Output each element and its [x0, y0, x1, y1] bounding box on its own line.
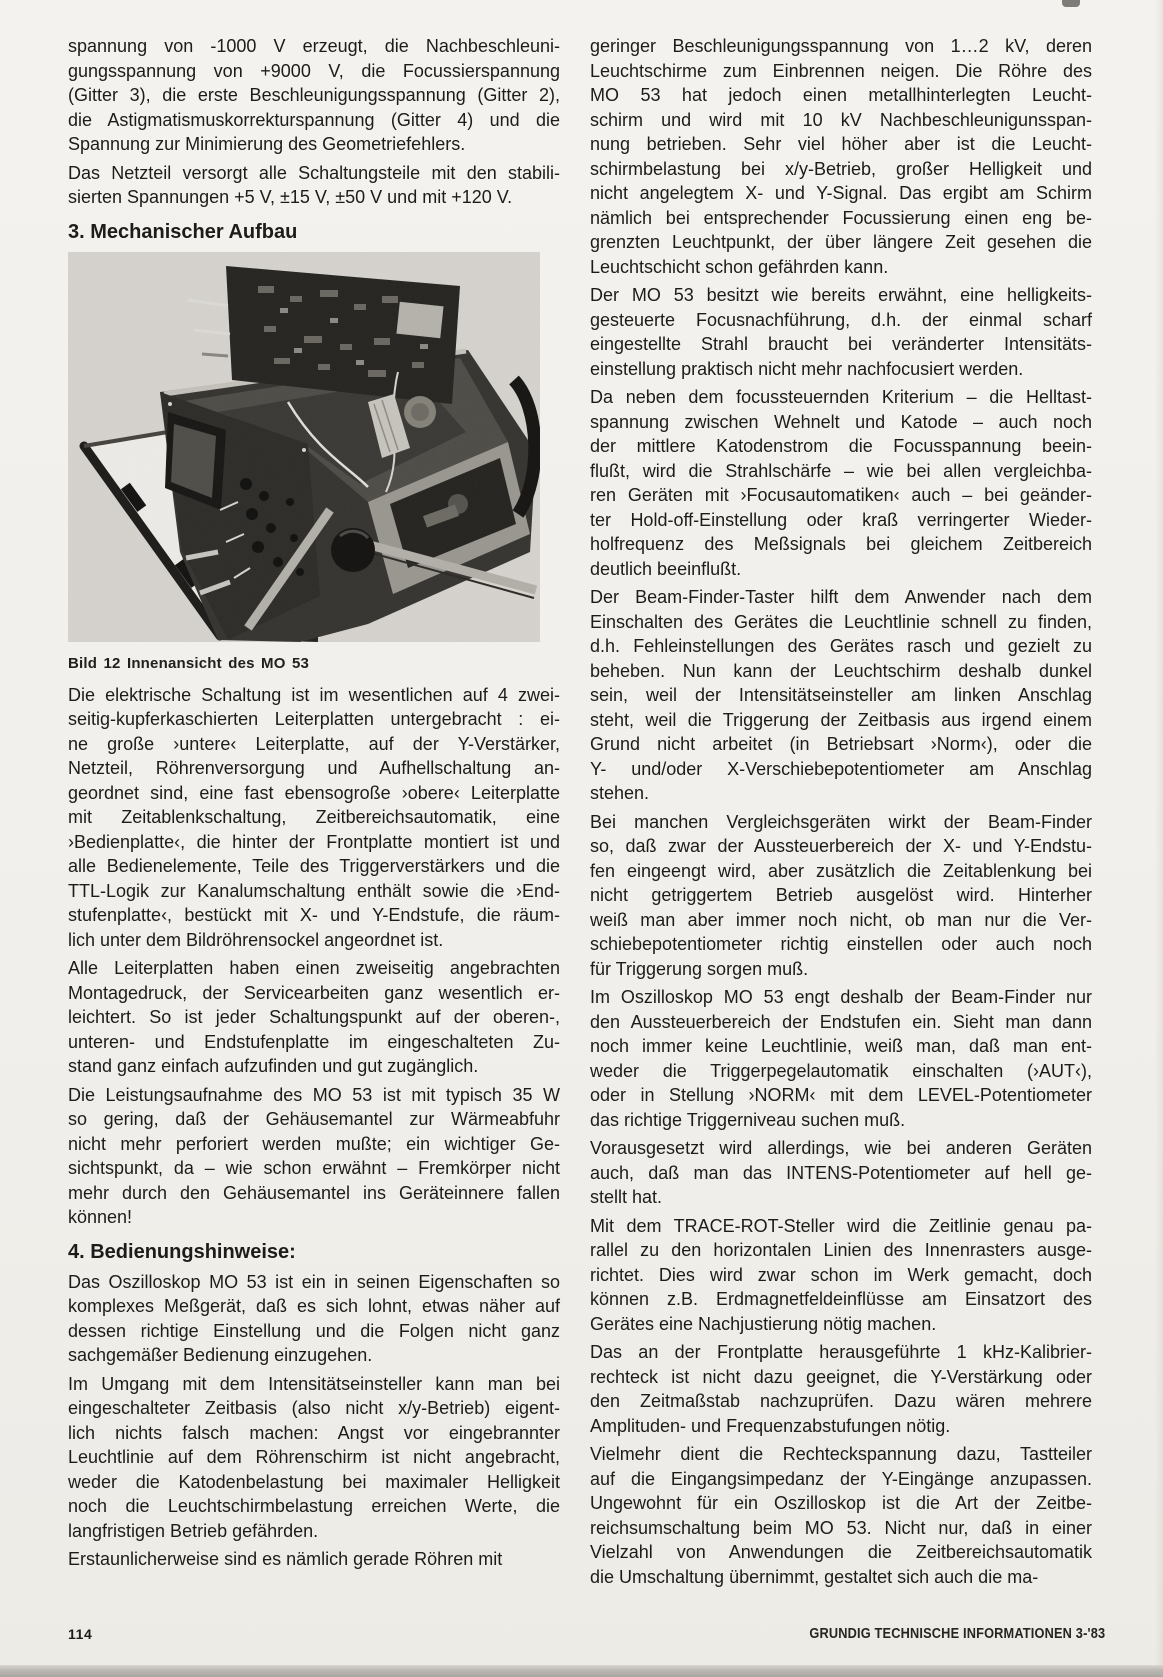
text-line: Mit dem TRACE-ROT-Steller wird die Zeitlinie genau pa-: [590, 1215, 1092, 1236]
body-paragraph: [68, 1547, 560, 1572]
scan-edge-right: [1155, 0, 1163, 1677]
text-line: grenzten Leuchtpunkt, der über längere Zeit gesehen die: [590, 232, 1092, 252]
text-line: schirmbelastung bei x/y-Betrieb, großer Helligkeit und: [590, 158, 1092, 179]
column-left: [68, 34, 560, 1589]
text-line: weiß man aber immer noch nicht, ob man nur die Ver-: [590, 909, 1092, 930]
text-line: mit Zeitablenkschaltung, Zeitbereichsautomatik, eine: [68, 807, 560, 827]
text-line: seitig-kupferkaschierten Leiterplatten untergebracht : ei-: [68, 709, 560, 729]
text-line: dessen richtige Einstellung und die Folgen nicht ganz: [68, 1320, 560, 1341]
text-line: weder die Katodenbelastung bei maximaler Helligkeit: [68, 1471, 560, 1492]
body-paragraph: [68, 34, 560, 157]
text-line: die Umschaltung übernimmt, gestaltet sich auch die ma-: [590, 1566, 1039, 1587]
text-line: flußt, wird die Strahlschärfe – wie bei allen vergleichba-: [590, 460, 1092, 481]
text-line: einstellung praktisch nicht mehr nachfocusiert werden.: [590, 358, 1024, 379]
text-line: Alle Leiterplatten haben einen zweiseitig angebrachten: [68, 958, 560, 978]
figure: [68, 252, 560, 672]
body-paragraph: [590, 1442, 1092, 1589]
body-paragraph: [68, 1083, 560, 1230]
text-line: Der Beam-Finder-Taster hilft dem Anwender nach dem: [590, 587, 1092, 607]
text-line: den Zeitmaßstab nachzuprüfen. Dazu wären mehrere: [590, 1391, 1092, 1411]
text-line: schiebepotentiometer richtig einstellen oder auch noch: [590, 934, 1092, 954]
text-line: rallel zu den horizontalen Linien des Innenrasters ausge-: [590, 1240, 1092, 1260]
journal-title: GRUNDIG TECHNISCHE INFORMATIONEN 3-'83: [809, 1626, 1105, 1642]
text-line: weder die Triggerpegelautomatik einschalten (›AUT‹),: [590, 1060, 1092, 1081]
text-line: Leuchtschicht schon gefährden kann.: [590, 256, 889, 277]
text-line: nicht getriggertem Betrieb ausgelöst wird. Hinterher: [590, 885, 1092, 905]
body-paragraph: [590, 810, 1092, 982]
text-line: Die elektrische Schaltung ist im wesentlichen auf 4 zwei-: [68, 684, 560, 705]
text-line: komplexes Meßgerät, daß es sich lohnt, etwas näher auf: [68, 1296, 560, 1316]
page-footer: [0, 1626, 1163, 1648]
text-line: rechteck ist nicht dazu geeignet, die Y-Verstärkung oder: [590, 1366, 1092, 1387]
body-paragraph: [590, 385, 1092, 581]
two-column-layout: [68, 34, 1092, 1589]
text-line: holfrequenz des Meßsignals bei gleichem Zeitbereich: [590, 534, 1092, 554]
text-line: Amplituden- und Frequenzabstufungen nötig.: [590, 1415, 951, 1436]
text-line: TTL-Logik zur Kanalumschaltung enthält sowie die ›End-: [68, 880, 560, 901]
text-line: eingeschalteter Zeitbasis (also nicht x/y-Betrieb) eigent-: [68, 1398, 560, 1418]
text-line: schirm und wird mit 10 kV Nachbeschleunigunsspan-: [590, 109, 1092, 130]
text-line: Der MO 53 besitzt wie bereits erwähnt, eine helligkeits-: [590, 285, 1092, 305]
text-line: stellt hat.: [590, 1187, 663, 1207]
body-paragraph: [590, 283, 1092, 381]
text-line: Vorausgesetzt wird allerdings, wie bei anderen Geräten: [590, 1138, 1092, 1158]
text-line: die Astigmatismuskorrekturspannung (Gitter 4) und die: [68, 109, 560, 130]
text-line: den Aussteuerbereich der Endstufen ein. Sieht man dann: [590, 1011, 1092, 1032]
text-line: lich unter dem Bildröhrensockel angeordnet ist.: [68, 929, 444, 950]
text-line: so gering, daß der Gehäusemantel zur Wärmeabfuhr: [68, 1109, 560, 1129]
text-line: MO 53 hat jedoch einen metallhinterlegten Leucht-: [590, 85, 1092, 105]
text-line: ter Hold-off-Einstellung oder kraß verringerter Wieder-: [590, 509, 1092, 530]
text-line: so, daß zwar der Aussteuerbereich der X- und Y-Endstu-: [590, 836, 1092, 856]
text-line: eingestellte Strahl braucht bei veränderter Intensitäts-: [590, 334, 1092, 354]
text-line: gungsspannung von +9000 V, die Focussierspannung: [68, 60, 560, 81]
text-line: gesteuerte Focusnachführung, d.h. der einmal scharf: [590, 309, 1092, 330]
text-line: spannung von -1000 V erzeugt, die Nachbeschleuni-: [68, 36, 560, 56]
body-paragraph: [68, 161, 560, 210]
text-line: Netzteil, Röhrenversorgung und Aufhellschaltung an-: [68, 758, 560, 778]
text-line: nämlich bei entsprechender Focussierung einen eng be-: [590, 207, 1092, 228]
text-line: Bei manchen Vergleichsgeräten wirkt der Beam-Finder: [590, 811, 1092, 832]
text-line: oder in Stellung ›NORM‹ mit dem LEVEL-Potentiometer: [590, 1085, 1092, 1105]
text-line: Y- und/oder X-Verschiebepotentiometer am Anschlag: [590, 758, 1092, 779]
body-paragraph: [68, 1372, 560, 1544]
scan-artifact-top: [1062, 0, 1080, 7]
oscilloscope-photo: [68, 252, 540, 642]
text-line: Grund nicht arbeitet (in Betriebsart ›Norm‹), oder die: [590, 734, 1092, 754]
text-line: d.h. Fehleinstellungen des Gerätes rasch und gezielt zu: [590, 636, 1092, 656]
text-line: geordnet sind, eine fast ebensogroße ›obere‹ Leiterplatte: [68, 782, 560, 803]
text-line: Vielmehr dient die Rechteckspannung dazu, Tastteiler: [590, 1444, 1092, 1464]
text-line: langfristigen Betrieb gefährden.: [68, 1520, 319, 1541]
text-line: steht, weil die Triggerung der Zeitbasis aus irgend einem: [590, 709, 1092, 730]
body-paragraph: [590, 1340, 1092, 1438]
text-line: Gerätes eine Nachjustierung nötig machen.: [590, 1313, 937, 1334]
body-paragraph: [68, 683, 560, 953]
body-paragraph: [590, 1214, 1092, 1337]
column-right: [590, 34, 1092, 1589]
body-paragraph: [68, 1270, 560, 1368]
text-line: lich nichts falsch machen: Angst vor eingebrannter: [68, 1422, 560, 1443]
text-line: stehen.: [590, 783, 650, 803]
figure-caption: Bild 12 Innenansicht des MO 53: [68, 654, 310, 672]
text-line: nicht mehr perforiert werden mußte; ein wichtiger Ge-: [68, 1133, 560, 1154]
body-paragraph: [590, 585, 1092, 806]
text-line: richtet. Dies wird zwar schon im Werk gemacht, doch: [590, 1264, 1092, 1285]
body-paragraph: [590, 1136, 1092, 1210]
text-line: Leuchtschirme zum Einbrennen neigen. Die Röhre des: [590, 60, 1092, 81]
text-line: mehr durch den Gehäusemantel ins Geräteinnere fallen: [68, 1182, 560, 1203]
body-paragraph: [590, 34, 1092, 279]
section-heading: 3. Mechanischer Aufbau: [68, 220, 298, 243]
text-line: können z.B. Erdmagnetfeldeinflüsse am Einsatzort des: [590, 1289, 1092, 1309]
text-line: leichtert. So ist jeder Schaltungspunkt auf der oberen-,: [68, 1007, 560, 1027]
text-line: Montagedruck, der Servicearbeiten ganz wesentlich er-: [68, 982, 560, 1003]
text-line: fen eingeengt wird, aber zusätzlich die Zeitablenkung bei: [590, 860, 1092, 881]
section-heading: 4. Bedienungshinweise:: [68, 1240, 296, 1263]
text-line: Leuchtlinie auf dem Röhrenschirm ist nicht angebracht,: [68, 1447, 560, 1467]
text-line: stand ganz einfach aufzufinden und gut zugänglich.: [68, 1056, 479, 1076]
text-line: (Gitter 3), die erste Beschleunigungsspannung (Gitter 2),: [68, 85, 560, 105]
text-line: Im Umgang mit dem Intensitätseinsteller kann man bei: [68, 1373, 560, 1394]
text-line: das richtige Triggerniveau suchen muß.: [590, 1109, 906, 1130]
text-line: Die Leistungsaufnahme des MO 53 ist mit typisch 35 W: [68, 1084, 560, 1105]
text-line: sierten Spannungen +5 V, ±15 V, ±50 V und mit +120 V.: [68, 187, 513, 207]
text-line: stufenplatte‹, bestückt mit X- und Y-Endstufe, die räum-: [68, 905, 560, 925]
text-line: ne große ›untere‹ Leiterplatte, auf der Y-Verstärker,: [68, 733, 560, 754]
text-line: für Triggerung sorgen muß.: [590, 958, 809, 979]
text-line: noch immer keine Leuchtlinie, weiß man, daß man ent-: [590, 1036, 1092, 1056]
page-number: 114: [68, 1626, 93, 1642]
text-line: Ungewohnt für ein Oszilloskop ist die Art der Zeitbe-: [590, 1493, 1092, 1513]
scan-edge-bottom: [0, 1665, 1163, 1677]
text-line: reichsumschaltung beim MO 53. Nicht nur, daß in einer: [590, 1517, 1092, 1538]
body-paragraph: [590, 985, 1092, 1132]
text-line: sichtspunkt, da – wie schon erwähnt – Fremkörper nicht: [68, 1158, 560, 1178]
text-line: deutlich beeinflußt.: [590, 558, 742, 579]
text-line: unteren- und Endstufenplatte im eingeschalteten Zu-: [68, 1031, 560, 1052]
text-line: spannung zwischen Wehnelt und Katode – auch noch: [590, 411, 1092, 432]
text-line: Das Netzteil versorgt alle Schaltungsteile mit den stabili-: [68, 162, 560, 183]
text-line: können!: [68, 1207, 133, 1227]
text-line: Erstaunlicherweise sind es nämlich gerade Röhren mit: [68, 1549, 503, 1569]
text-line: alle Bedienelemente, Teile des Triggerverstärkers und die: [68, 856, 560, 876]
text-line: sachgemäßer Bedienung einzugehen.: [68, 1345, 373, 1365]
text-line: geringer Beschleunigungsspannung von 1…2 kV, deren: [590, 36, 1092, 56]
text-line: der mittlere Katodenstrom die Focusspannung beein-: [590, 436, 1092, 456]
text-line: Spannung zur Minimierung des Geometriefehlers.: [68, 134, 466, 154]
text-line: ren Geräten mit ›Focusautomatiken‹ auch – bei geänder-: [590, 485, 1092, 505]
text-line: auch, daß man das INTENS-Potentiometer auf hell ge-: [590, 1162, 1092, 1183]
body-paragraph: [68, 956, 560, 1079]
text-line: noch die Leuchtschirmbelastung erreichen Werte, die: [68, 1496, 560, 1516]
text-line: nung betrieben. Sehr viel höher aber ist die Leucht-: [590, 134, 1092, 154]
text-line: sein, weil der Intensitätseinsteller am linken Anschlag: [590, 685, 1092, 705]
text-line: Da neben dem focussteuernden Kriterium – die Helltast-: [590, 387, 1092, 407]
text-line: auf die Eingangsimpedanz der Y-Eingänge anzupassen.: [590, 1468, 1092, 1489]
text-line: Vielzahl von Anwendungen die Zeitbereichsautomatik: [590, 1542, 1092, 1562]
text-line: Einschalten des Gerätes die Leuchtlinie schnell zu finden,: [590, 611, 1092, 632]
text-line: ›Bedienplatte‹, die hinter der Frontplatte montiert ist und: [68, 831, 560, 852]
text-line: Im Oszilloskop MO 53 engt deshalb der Beam-Finder nur: [590, 987, 1092, 1007]
text-line: Das an der Frontplatte herausgeführte 1 kHz-Kalibrier-: [590, 1342, 1092, 1362]
text-line: nicht angelegtem X- und Y-Signal. Das ergibt am Schirm: [590, 183, 1092, 203]
text-line: Das Oszilloskop MO 53 ist ein in seinen Eigenschaften so: [68, 1271, 560, 1292]
text-line: beheben. Nun kann der Leuchtschirm deshalb dunkel: [590, 660, 1092, 681]
